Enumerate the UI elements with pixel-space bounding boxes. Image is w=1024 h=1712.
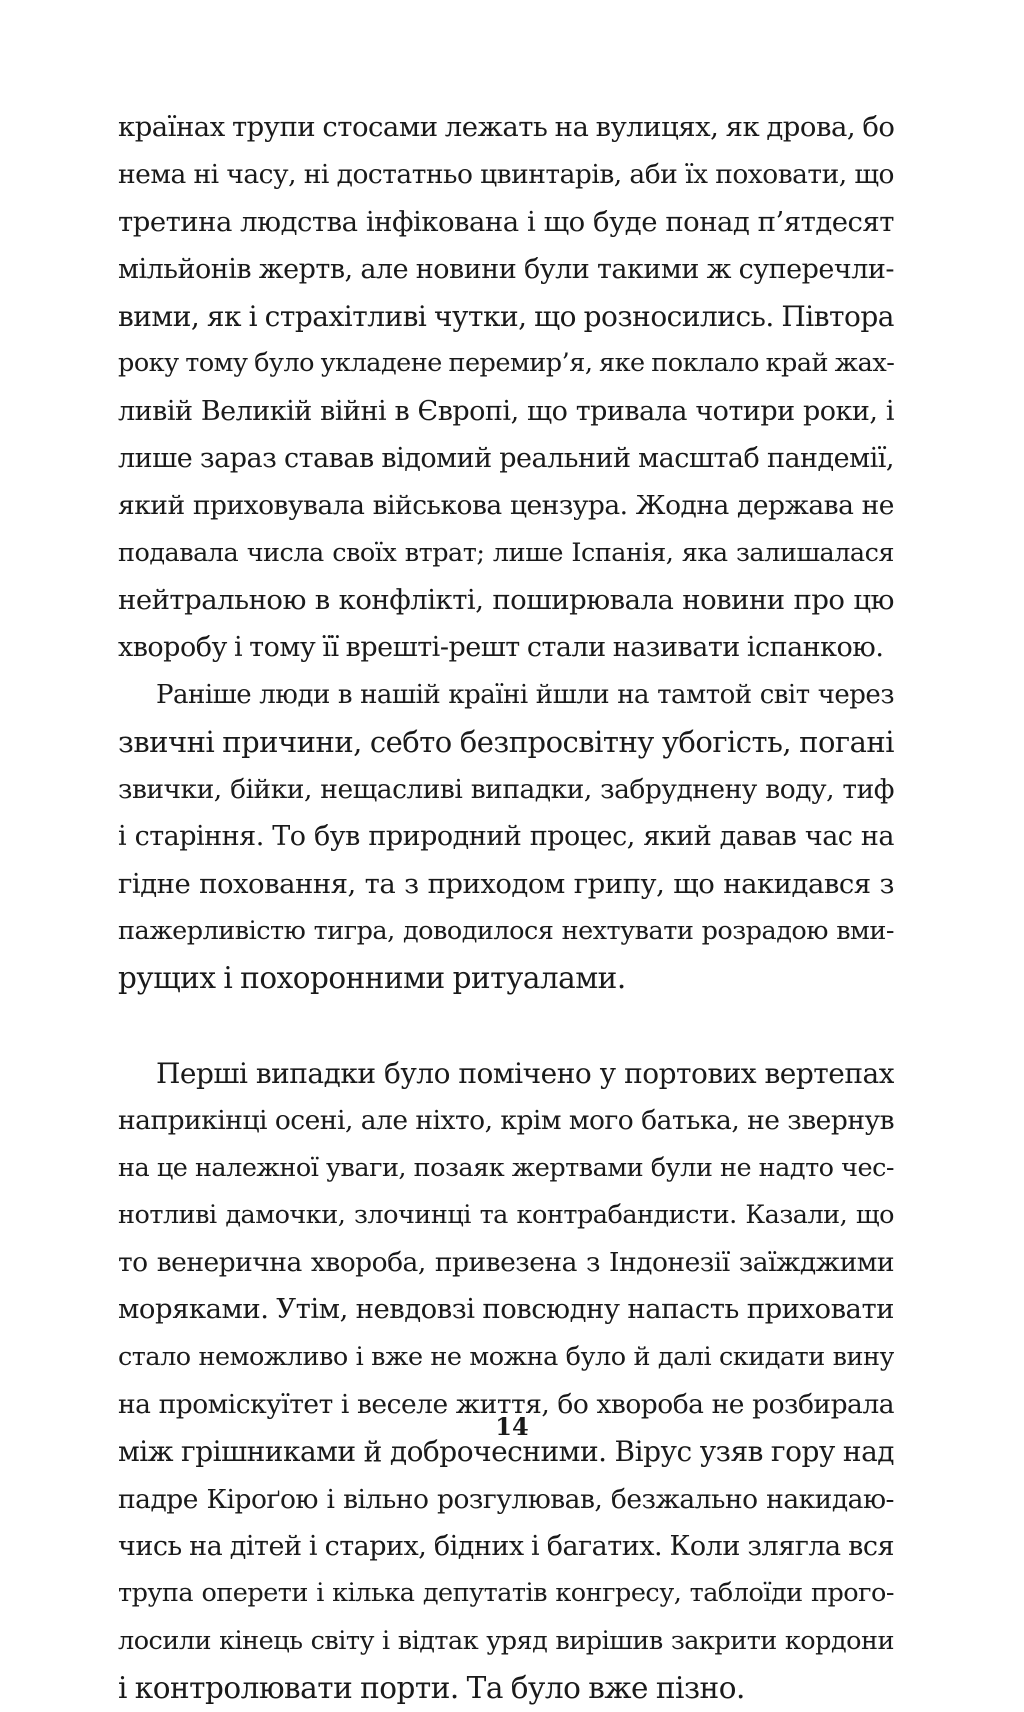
text-line: який приховувала військова цензура. Жодна держава не [118,490,894,522]
text-line: хворобу і тому її врешті-решт стали називати іспанкою. [118,632,884,664]
text-line: країнах трупи стосами лежать на вулицях, як дрова, бо [118,111,894,143]
text-line: подавала числа своїх втрат; лише Іспанія, яка залишалася [118,537,894,568]
text-line: лосили кінець світу і відтак уряд вирішив закрити кордони [118,1625,894,1656]
text-line: гідне поховання, та з приходом грипу, що накидався з [118,867,894,900]
text-line: на проміскуїтет і веселе життя, бо хвороба не розбирала [118,1389,894,1421]
text-line: трупа оперети і кілька депутатів конгресу, таблоїди прого- [118,1578,894,1609]
page-number: 14 [495,1412,529,1441]
page-body [118,104,894,1712]
text-line: на це належної уваги, позаяк жертвами були не надто чес- [118,1152,894,1183]
text-line: нотливі дамочки, злочинці та контрабандисти. Казали, що [118,1199,894,1230]
text-line: Раніше люди в нашій країні йшли на тамтой світ через [156,679,894,710]
text-line: між грішниками й доброчесними. Вірус узяв гору над [118,1435,894,1469]
paragraph-2 [118,672,894,1003]
text-line: року тому було укладене перемир’я, яке поклало край жах- [118,348,894,379]
paragraph-1 [118,104,894,672]
paragraph-3 [118,1050,894,1712]
text-line: нема ні часу, ні достатньо цвинтарів, аби їх поховати, що [118,159,894,191]
text-line: третина людства інфікована і що буде понад п’ятдесят [118,205,894,238]
text-line: вими, як і страхітливі чутки, що розносились. Півтора [118,300,894,334]
text-line: і старіння. То був природний процес, який давав час на [118,821,894,853]
text-line: лише зараз ставав відомий реальний масштаб пандемії, [118,443,894,475]
text-line: чись на дітей і старих, бідних і багатих. Коли злягла вся [118,1530,894,1562]
section-break [118,1003,894,1050]
text-line: пажерливістю тигра, доводилося нехтувати розрадою вми- [118,916,894,947]
text-line: звичні причини, себто безпросвітну убогість, погані [118,724,894,759]
text-line: то венерична хвороба, привезена з Індонезії заїжджими [118,1247,894,1279]
text-line: Перші випадки було помічено у портових вертепах [156,1056,894,1090]
text-line: нейтральною в конфлікті, поширювала новини про цю [118,583,894,616]
text-line: стало неможливо і вже не можна було й далі скидати вину [118,1341,894,1372]
text-line: звички, бійки, нещасливі випадки, забруднену воду, тиф [118,774,894,806]
text-line: наприкінці осені, але ніхто, крім мого батька, не звернув [118,1105,894,1137]
text-line: ливій Великій війні в Європі, що тривала чотири роки, і [118,395,894,427]
text-line: моряками. Утім, невдовзі повсюдну напасть приховати [118,1293,894,1326]
text-line: рущих і похоронними ритуалами. [118,961,626,996]
text-line: мільйонів жертв, але новини були такими ж суперечли- [118,253,894,285]
text-line: падре Кіроґою і вільно розгулював, безжально накидаю- [118,1483,894,1515]
text-line: і контролювати порти. Та було вже пізно. [118,1670,745,1705]
